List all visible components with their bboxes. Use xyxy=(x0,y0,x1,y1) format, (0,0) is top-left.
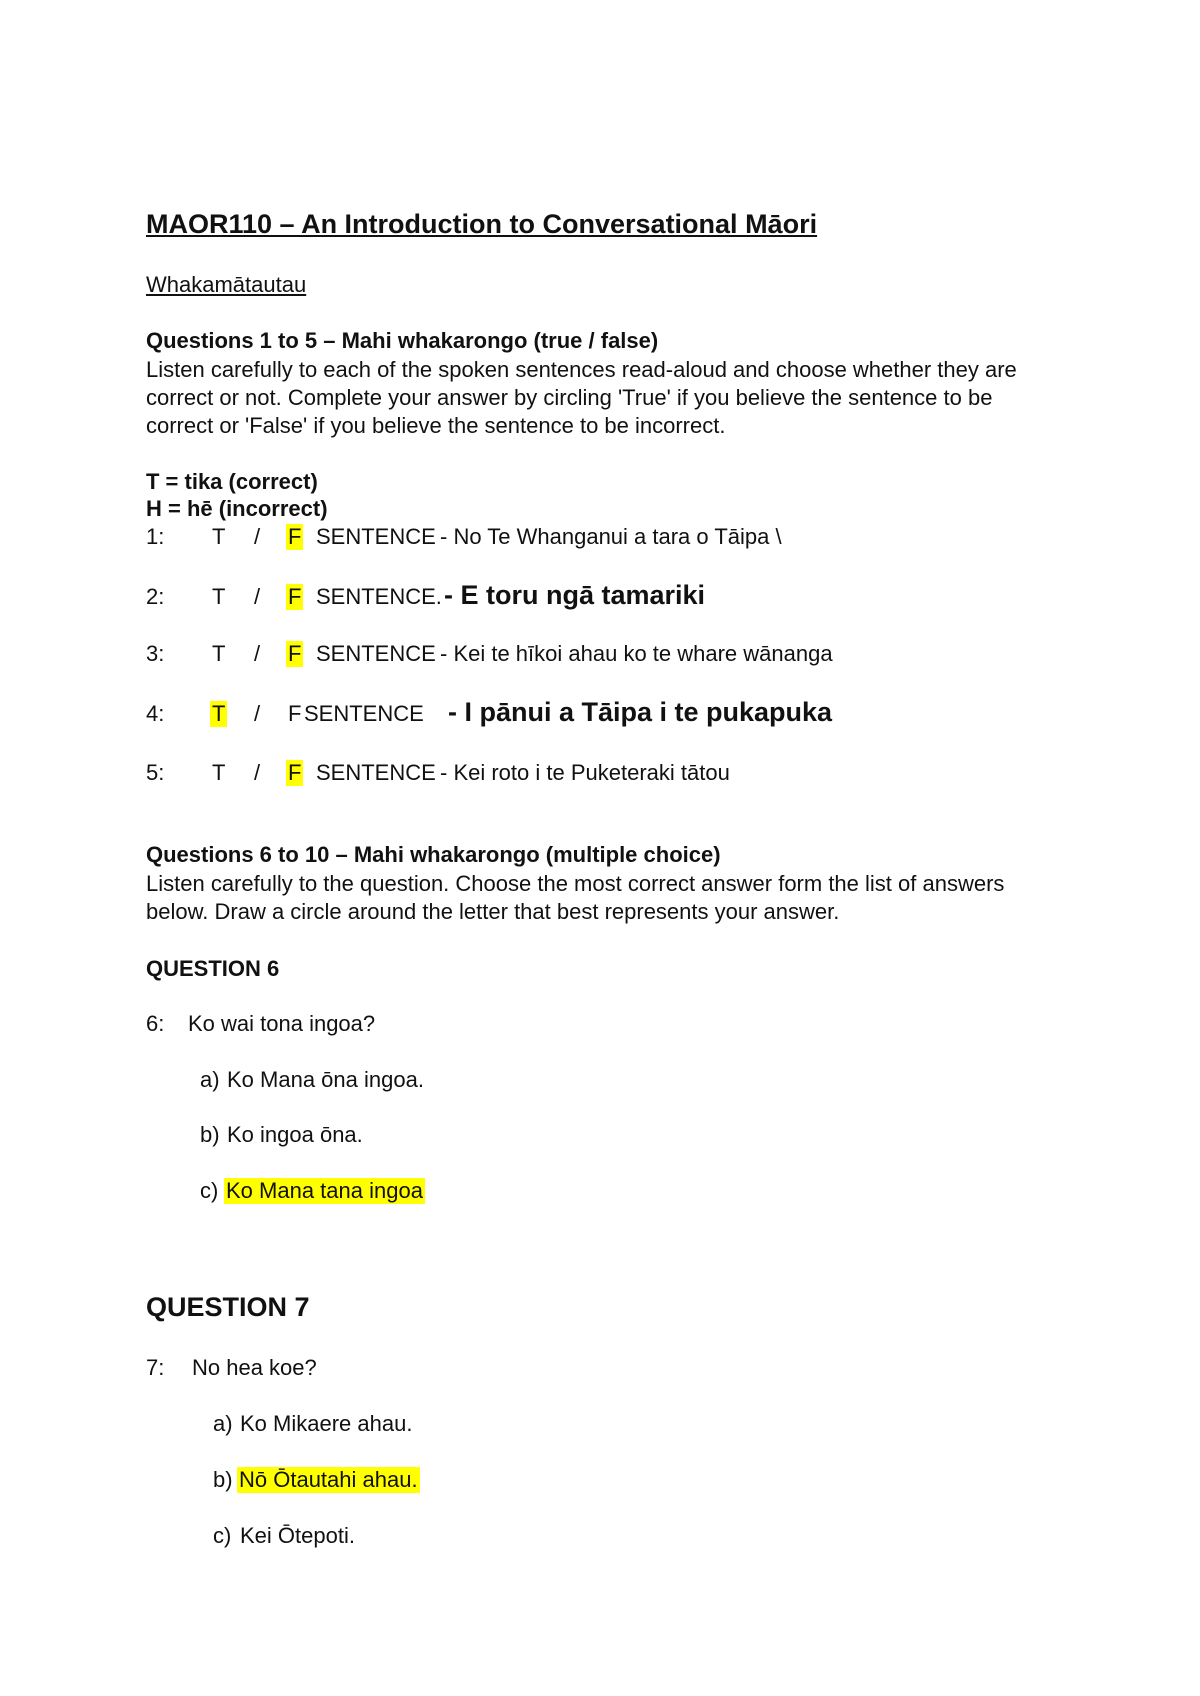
question-6-heading: QUESTION 6 xyxy=(146,956,280,981)
tf-row-4-label: SENTENCE xyxy=(304,701,424,726)
question-6-number: 6: xyxy=(146,1011,165,1036)
q7-option-b-text: Nō Ōtautahi ahau. xyxy=(239,1467,418,1492)
q7-option-c-text: Kei Ōtepoti. xyxy=(240,1523,355,1548)
section2-instructions: Listen carefully to the question. Choose the most correct answer form the list of answers below. Draw a circle around the letter that best represents your answer. xyxy=(146,871,1005,924)
legend-false: H = hē (incorrect) xyxy=(146,496,328,521)
tf-row-5-label: SENTENCE xyxy=(316,760,436,785)
tf-row-4-false[interactable]: F xyxy=(288,701,302,726)
q6-option-a-letter[interactable]: a) xyxy=(200,1067,220,1092)
question-7-text: No hea koe? xyxy=(192,1355,317,1380)
tf-row-2-false[interactable]: F xyxy=(288,584,302,609)
tf-row-5-false[interactable]: F xyxy=(288,760,302,785)
tf-row-5-sentence: - Kei roto i te Puketeraki tātou xyxy=(440,760,730,785)
tf-row-1-sentence: - No Te Whanganui a tara o Tāipa \ xyxy=(440,524,782,549)
tf-row-1-slash: / xyxy=(254,524,261,549)
section2-heading: Questions 6 to 10 – Mahi whakarongo (multiple choice) xyxy=(146,842,721,867)
question-7-number: 7: xyxy=(146,1355,165,1380)
section1-instructions: Listen carefully to each of the spoken sentences read-aloud and choose whether they are correct or not. Complete your answer by circling 'True' if you believe the sentence to be correct or 'False' if you believe the sentence to be incorrect. xyxy=(146,357,1017,438)
document-subtitle: Whakamātautau xyxy=(146,272,307,297)
tf-row-3-number: 3: xyxy=(146,641,165,666)
tf-row-1-false[interactable]: F xyxy=(288,524,302,549)
q6-option-c-text: Ko Mana tana ingoa xyxy=(226,1178,423,1203)
tf-row-5-true[interactable]: T xyxy=(212,760,226,785)
tf-row-3-false[interactable]: F xyxy=(288,641,302,666)
tf-row-2-number: 2: xyxy=(146,584,165,609)
tf-row-2-label: SENTENCE. xyxy=(316,584,442,609)
tf-row-1-number: 1: xyxy=(146,524,165,549)
tf-row-4-number: 4: xyxy=(146,701,165,726)
tf-row-4-sentence: - I pānui a Tāipa i te pukapuka xyxy=(448,697,833,727)
legend-true: T = tika (correct) xyxy=(146,469,318,494)
section1-heading: Questions 1 to 5 – Mahi whakarongo (true / false) xyxy=(146,328,659,353)
q7-option-a-text: Ko Mikaere ahau. xyxy=(240,1411,413,1436)
tf-row-4-true[interactable]: T xyxy=(212,701,226,726)
q6-option-b-text: Ko ingoa ōna. xyxy=(227,1122,363,1147)
question-7-heading: QUESTION 7 xyxy=(146,1292,310,1322)
document-title: MAOR110 – An Introduction to Conversational Māori xyxy=(146,209,818,239)
tf-row-2-slash: / xyxy=(254,584,261,609)
q7-option-a-letter[interactable]: a) xyxy=(213,1411,233,1436)
q6-option-b-letter[interactable]: b) xyxy=(200,1122,220,1147)
tf-row-1-label: SENTENCE xyxy=(316,524,436,549)
tf-row-3-true[interactable]: T xyxy=(212,641,226,666)
tf-row-5-slash: / xyxy=(254,760,261,785)
tf-row-3-sentence: - Kei te hīkoi ahau ko te whare wānanga xyxy=(440,641,833,666)
q7-option-b-letter[interactable]: b) xyxy=(213,1467,233,1492)
tf-row-3-label: SENTENCE xyxy=(316,641,436,666)
question-6-text: Ko wai tona ingoa? xyxy=(188,1011,376,1036)
tf-row-2-sentence: - E toru ngā tamariki xyxy=(444,580,706,610)
q6-option-a-text: Ko Mana ōna ingoa. xyxy=(227,1067,424,1092)
tf-row-3-slash: / xyxy=(254,641,261,666)
tf-row-5-number: 5: xyxy=(146,760,165,785)
tf-row-2-true[interactable]: T xyxy=(212,584,226,609)
tf-row-1-true[interactable]: T xyxy=(212,524,226,549)
q6-option-c-letter[interactable]: c) xyxy=(200,1178,219,1203)
q7-option-c-letter[interactable]: c) xyxy=(213,1523,232,1548)
tf-row-4-slash: / xyxy=(254,701,261,726)
